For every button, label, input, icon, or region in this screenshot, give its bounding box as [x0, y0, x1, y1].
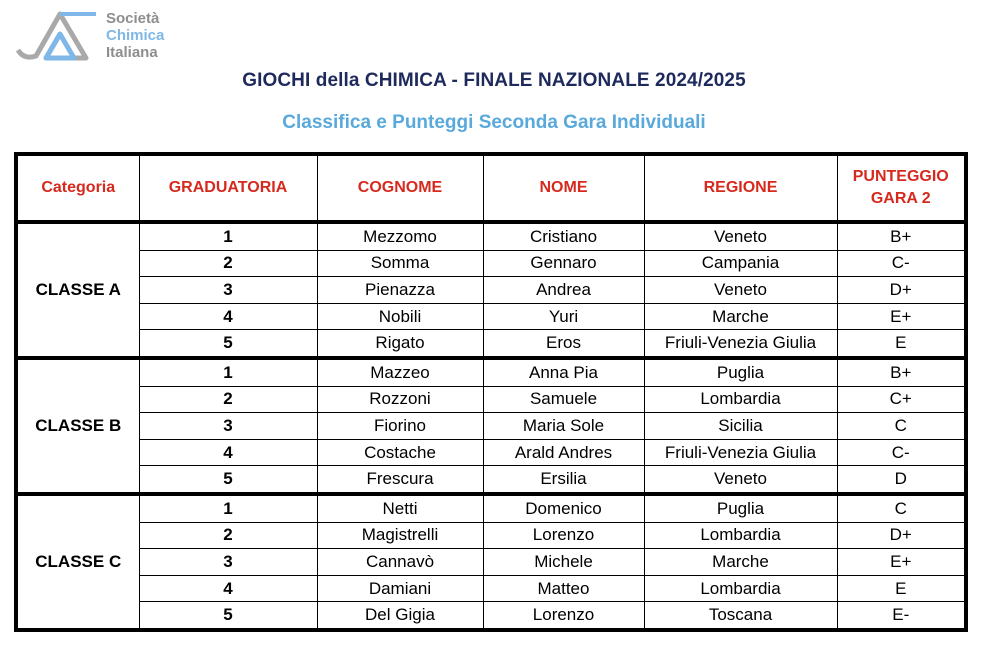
- table-row: [16, 250, 966, 277]
- nome-cell: Matteo: [483, 575, 644, 602]
- category-cell: CLASSE A: [16, 222, 139, 358]
- regione-cell: Veneto: [644, 466, 837, 494]
- regione-cell: Puglia: [644, 358, 837, 386]
- table-row: [16, 413, 966, 440]
- nome-cell: Cristiano: [483, 222, 644, 250]
- punteggio-cell: D+: [837, 522, 966, 549]
- table-row: [16, 358, 966, 386]
- position-cell: 5: [139, 466, 317, 494]
- table-header-row: [16, 154, 966, 222]
- table-row: [16, 303, 966, 330]
- regione-cell: Lombardia: [644, 522, 837, 549]
- regione-cell: Friuli-Venezia Giulia: [644, 439, 837, 466]
- cognome-cell: Magistrelli: [317, 522, 483, 549]
- nome-cell: Domenico: [483, 494, 644, 522]
- cognome-cell: Somma: [317, 250, 483, 277]
- page-subtitle: Classifica e Punteggi Seconda Gara Individuali: [282, 112, 706, 133]
- position-cell: 1: [139, 494, 317, 522]
- cognome-cell: Mezzomo: [317, 222, 483, 250]
- regione-cell: Sicilia: [644, 413, 837, 440]
- regione-cell: Lombardia: [644, 386, 837, 413]
- punteggio-cell: C-: [837, 439, 966, 466]
- ranking-table: [14, 152, 968, 632]
- punteggio-cell: B+: [837, 222, 966, 250]
- header-categoria: Categoria: [16, 154, 139, 222]
- regione-cell: Marche: [644, 303, 837, 330]
- punteggio-cell: E: [837, 575, 966, 602]
- cognome-cell: Frescura: [317, 466, 483, 494]
- punteggio-cell: E+: [837, 549, 966, 576]
- regione-cell: Lombardia: [644, 575, 837, 602]
- table-row: [16, 466, 966, 494]
- cognome-cell: Nobili: [317, 303, 483, 330]
- page-title: GIOCHI della CHIMICA - FINALE NAZIONALE 2024/2025: [242, 70, 746, 91]
- logo-line-3: Italiana: [106, 44, 158, 61]
- table-row: [16, 277, 966, 304]
- nome-cell: Ersilia: [483, 466, 644, 494]
- cognome-cell: Costache: [317, 439, 483, 466]
- position-cell: 2: [139, 522, 317, 549]
- nome-cell: Lorenzo: [483, 602, 644, 630]
- header-graduatoria: GRADUATORIA: [139, 154, 317, 222]
- nome-cell: Samuele: [483, 386, 644, 413]
- header-cognome: COGNOME: [317, 154, 483, 222]
- regione-cell: Friuli-Venezia Giulia: [644, 330, 837, 358]
- cognome-cell: Fiorino: [317, 413, 483, 440]
- regione-cell: Veneto: [644, 277, 837, 304]
- nome-cell: Gennaro: [483, 250, 644, 277]
- ranking-table-body: [16, 222, 966, 630]
- position-cell: 5: [139, 330, 317, 358]
- category-cell: CLASSE B: [16, 358, 139, 494]
- nome-cell: Maria Sole: [483, 413, 644, 440]
- regione-cell: Puglia: [644, 494, 837, 522]
- table-row: [16, 575, 966, 602]
- position-cell: 2: [139, 386, 317, 413]
- punteggio-cell: E: [837, 330, 966, 358]
- nome-cell: Arald Andres: [483, 439, 644, 466]
- cognome-cell: Rigato: [317, 330, 483, 358]
- position-cell: 3: [139, 413, 317, 440]
- sci-logo-text: [106, 10, 164, 61]
- regione-cell: Marche: [644, 549, 837, 576]
- cognome-cell: Rozzoni: [317, 386, 483, 413]
- table-row: [16, 549, 966, 576]
- punteggio-cell: C-: [837, 250, 966, 277]
- regione-cell: Campania: [644, 250, 837, 277]
- header-punteggio: [837, 154, 966, 222]
- position-cell: 2: [139, 250, 317, 277]
- punteggio-cell: D+: [837, 277, 966, 304]
- cognome-cell: Netti: [317, 494, 483, 522]
- nome-cell: Anna Pia: [483, 358, 644, 386]
- position-cell: 4: [139, 439, 317, 466]
- position-cell: 3: [139, 549, 317, 576]
- nome-cell: Yuri: [483, 303, 644, 330]
- header-punteggio-line1: PUNTEGGIO: [852, 168, 949, 185]
- punteggio-cell: E-: [837, 602, 966, 630]
- sci-logo: [16, 6, 176, 64]
- table-row: [16, 386, 966, 413]
- table-row: [16, 330, 966, 358]
- position-cell: 1: [139, 358, 317, 386]
- punteggio-cell: C: [837, 413, 966, 440]
- position-cell: 3: [139, 277, 317, 304]
- table-row: [16, 522, 966, 549]
- header-punteggio-line2: GARA 2: [870, 190, 931, 207]
- punteggio-cell: E+: [837, 303, 966, 330]
- nome-cell: Eros: [483, 330, 644, 358]
- nome-cell: Lorenzo: [483, 522, 644, 549]
- sci-logo-mark-icon: [16, 6, 104, 62]
- logo-line-1: Società: [106, 10, 160, 27]
- punteggio-cell: B+: [837, 358, 966, 386]
- header-nome: NOME: [483, 154, 644, 222]
- punteggio-cell: C: [837, 494, 966, 522]
- table-row: [16, 222, 966, 250]
- position-cell: 5: [139, 602, 317, 630]
- position-cell: 4: [139, 575, 317, 602]
- punteggio-cell: D: [837, 466, 966, 494]
- logo-line-2: Chimica: [106, 27, 165, 44]
- category-cell: CLASSE C: [16, 494, 139, 630]
- nome-cell: Andrea: [483, 277, 644, 304]
- punteggio-cell: C+: [837, 386, 966, 413]
- table-row: [16, 602, 966, 630]
- regione-cell: Veneto: [644, 222, 837, 250]
- nome-cell: Michele: [483, 549, 644, 576]
- cognome-cell: Del Gigia: [317, 602, 483, 630]
- table-row: [16, 439, 966, 466]
- cognome-cell: Cannavò: [317, 549, 483, 576]
- regione-cell: Toscana: [644, 602, 837, 630]
- table-row: [16, 494, 966, 522]
- cognome-cell: Damiani: [317, 575, 483, 602]
- header-regione: REGIONE: [644, 154, 837, 222]
- cognome-cell: Pienazza: [317, 277, 483, 304]
- position-cell: 4: [139, 303, 317, 330]
- cognome-cell: Mazzeo: [317, 358, 483, 386]
- position-cell: 1: [139, 222, 317, 250]
